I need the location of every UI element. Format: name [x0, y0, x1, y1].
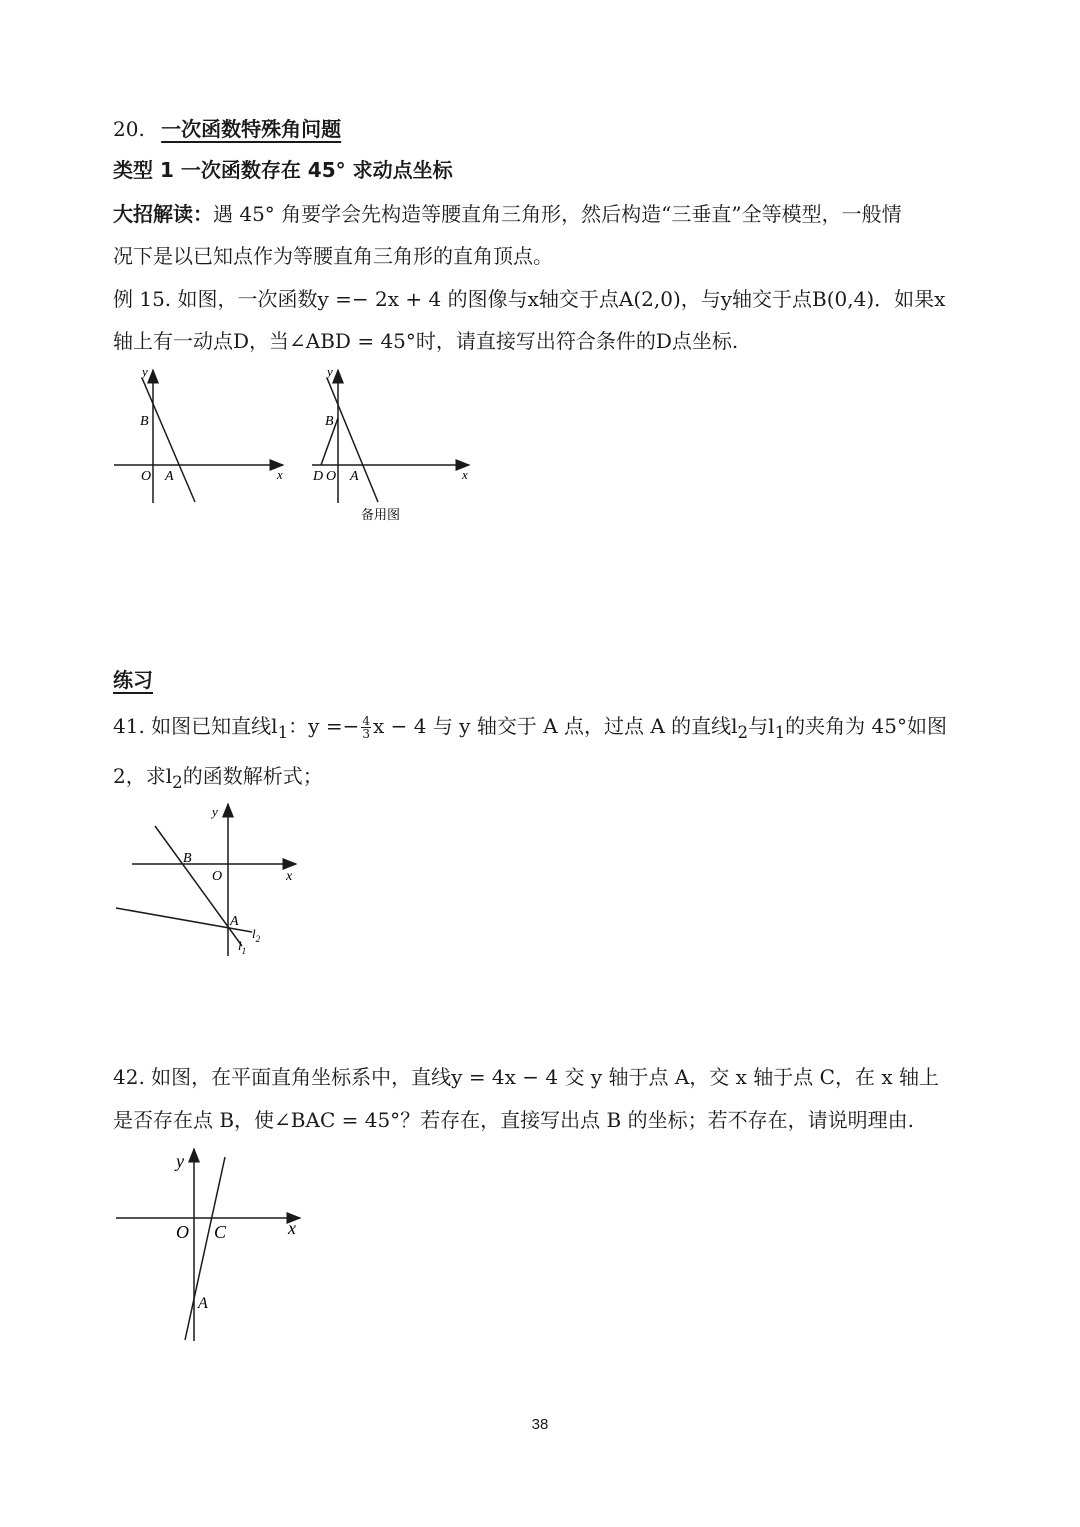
q41-text-g: 的函数解析式；	[182, 764, 323, 788]
example15-line-1: 例 15. 如图，一次函数y =− 2x + 4 的图像与x轴交于点A(2,0)，与y轴交于点B(0,4)．如果x	[113, 287, 946, 311]
label-l1-letter: l	[238, 938, 242, 953]
q41-line-1	[113, 710, 947, 742]
label-x: x	[286, 869, 293, 884]
q41-sub-2: 2	[737, 723, 749, 742]
practice-heading: 练习	[113, 668, 153, 692]
q42-line-2: 是否存在点 B，使∠BAC = 45°？若存在，直接写出点 B 的坐标；若不存在，请说明理由.	[113, 1108, 914, 1132]
label-y: y	[176, 1151, 184, 1171]
label-A: A	[198, 1295, 208, 1312]
q41-text-c: x − 4 与 y 轴交于 A 点，过点 A 的直线l	[372, 714, 738, 738]
type1-heading: 类型 1 一次函数存在 45° 求动点坐标	[113, 158, 453, 182]
label-y: y	[327, 364, 333, 379]
section-title: 一次函数特殊角问题	[161, 117, 342, 141]
label-B: B	[325, 414, 334, 429]
q41-text-d: 与l	[748, 714, 775, 738]
label-x: x	[462, 467, 468, 482]
q41-line-2	[113, 760, 323, 792]
q41-text-b: ：y =−	[288, 714, 360, 738]
q42-line-1: 42. 如图，在平面直角坐标系中，直线y = 4x − 4 交 y 轴于点 A，交 x 轴于点 C，在 x 轴上	[113, 1065, 939, 1089]
label-B: B	[183, 851, 192, 866]
label-x: x	[288, 1218, 296, 1238]
q41-sub-4: 2	[172, 773, 183, 792]
figure-example15-backup	[306, 360, 486, 534]
example15-line-2: 轴上有一动点D，当∠ABD = 45°时，请直接写出符合条件的D点坐标.	[113, 329, 739, 353]
graph-line	[185, 1157, 225, 1340]
tip-text-1: 遇 45° 角要学会先构造等腰直角三角形，然后构造“三垂直”全等模型，一般情	[213, 202, 902, 226]
label-x: x	[277, 467, 283, 482]
label-l2-letter: l	[252, 926, 256, 941]
figure-q42	[110, 1145, 310, 1349]
tip-line-1	[113, 198, 902, 227]
figure-q41	[110, 798, 310, 972]
label-A: A	[230, 914, 239, 929]
label-y: y	[142, 364, 148, 379]
label-O: O	[326, 469, 337, 484]
tip-line-2: 况下是以已知点作为等腰直角三角形的直角顶点。	[113, 244, 553, 268]
label-O: O	[141, 469, 152, 484]
page-number: 38	[531, 1416, 549, 1433]
q41-frac-num: 4	[362, 714, 370, 728]
section-heading	[113, 113, 341, 142]
q41-text-f: 2，求l	[113, 764, 173, 788]
label-C: C	[214, 1222, 227, 1242]
q41-sub-1: 1	[277, 723, 289, 742]
figure-example15-main	[108, 360, 298, 514]
q41-text-e: 的夹角为 45°如图	[785, 714, 947, 738]
label-l2	[252, 926, 261, 944]
label-D: D	[313, 469, 324, 484]
section-number: 20.	[113, 117, 145, 141]
label-B: B	[140, 414, 149, 429]
q41-text-a: 41. 如图已知直线l	[113, 714, 278, 738]
figure-caption: 备用图	[361, 508, 401, 523]
q41-frac-den: 3	[362, 727, 370, 741]
label-l2-sub: 2	[255, 934, 261, 944]
label-A: A	[165, 469, 174, 484]
label-O: O	[212, 869, 223, 884]
q41-fraction	[361, 715, 371, 740]
q41-sub-3: 1	[774, 723, 786, 742]
label-O: O	[176, 1222, 189, 1242]
label-l1-sub: 1	[241, 946, 247, 956]
label-l1	[238, 938, 246, 956]
label-y: y	[212, 804, 218, 819]
tip-label: 大招解读：	[113, 202, 213, 226]
label-A: A	[350, 469, 359, 484]
